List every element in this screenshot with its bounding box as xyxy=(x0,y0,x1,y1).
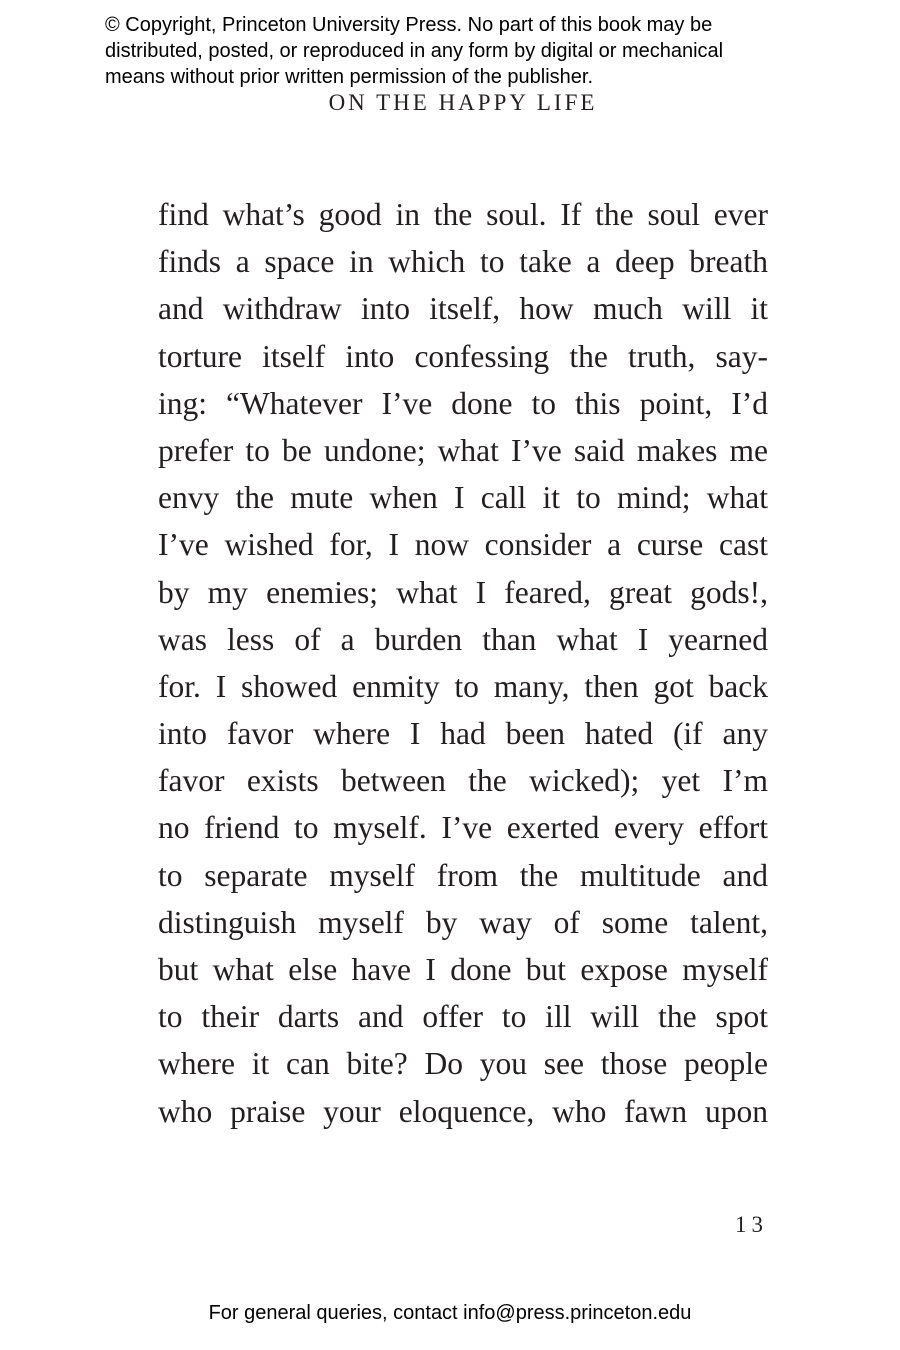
text-line: to separate myself from the multitude and xyxy=(158,857,768,893)
text-line: prefer to be undone; what I’ve said makes me xyxy=(158,432,768,468)
text-line: into favor where I had been hated (if any xyxy=(158,716,768,752)
text-line: finds a space in which to take a deep breath xyxy=(158,244,768,280)
text-line: where it can bite? Do you see those people xyxy=(158,1046,768,1082)
body-text xyxy=(158,191,768,1135)
text-line: for. I showed enmity to many, then got back xyxy=(158,668,768,704)
text-line: who praise your eloquence, who fawn upon xyxy=(158,1093,768,1129)
copyright-line: © Copyright, Princeton University Press. No part of this book may be xyxy=(105,14,713,36)
text-line: ing: “Whatever I’ve done to this point, I’d xyxy=(158,385,768,421)
page-number: 13 xyxy=(735,1212,768,1237)
copyright-line: distributed, posted, or reproduced in any form by digital or mechanical xyxy=(105,40,724,62)
copyright-notice xyxy=(105,12,885,90)
text-line: distinguish myself by way of some talent, xyxy=(158,904,768,940)
text-line: but what else have I done but expose myself xyxy=(158,952,768,987)
running-head: ON THE HAPPY LIFE xyxy=(328,90,598,115)
footer-contact: For general queries, contact info@press.princeton.edu xyxy=(208,1302,692,1324)
text-line: to their darts and offer to ill will the spot xyxy=(158,999,768,1035)
text-line: find what’s good in the soul. If the soul ever xyxy=(158,197,768,232)
text-line: favor exists between the wicked); yet I’m xyxy=(158,763,768,799)
text-line: by my enemies; what I feared, great gods!, xyxy=(158,574,768,610)
text-line: envy the mute when I call it to mind; what xyxy=(158,480,768,516)
text-line: torture itself into confessing the truth, say- xyxy=(158,338,768,374)
copyright-line: means without prior written permission of the publisher. xyxy=(105,66,594,88)
text-line: and withdraw into itself, how much will it xyxy=(158,291,768,327)
text-line: was less of a burden than what I yearned xyxy=(158,621,768,657)
text-line: I’ve wished for, I now consider a curse cast xyxy=(158,527,768,563)
text-line: no friend to myself. I’ve exerted every effort xyxy=(158,810,768,846)
